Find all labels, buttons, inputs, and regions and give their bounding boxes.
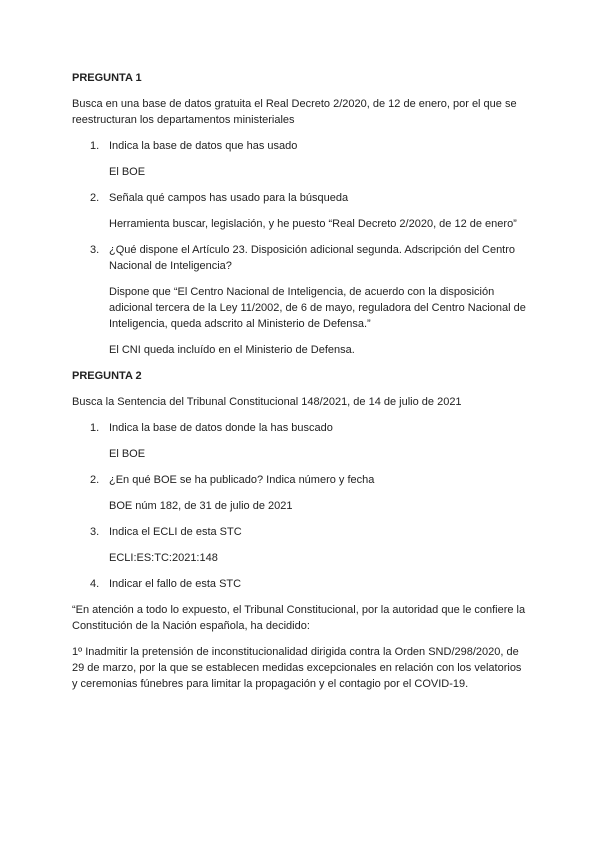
item-number: 3. <box>90 244 100 256</box>
list-item <box>72 576 528 592</box>
item-answer: BOE núm 182, de 31 de julio de 2021 <box>109 500 293 512</box>
item-number: 1. <box>90 422 100 434</box>
item-question: Señala qué campos has usado para la búsqueda <box>109 192 349 204</box>
list-item <box>72 420 528 436</box>
list-item <box>72 524 528 540</box>
item-question: Indica el ECLI de esta STC <box>109 526 242 538</box>
question-1-list <box>72 138 528 358</box>
item-answer: Dispone que “El Centro Nacional de Inteligencia, de acuerdo con la disposición adicional tercera de la Ley 11/2002, de 6 de mayo, reguladora del Centro Nacional de Inteligencia, queda adscrito al Ministerio de Defensa.” <box>109 286 526 330</box>
item-question: Indica la base de datos donde la has buscado <box>109 422 333 434</box>
question-1-intro: Busca en una base de datos gratuita el Real Decreto 2/2020, de 12 de enero, por el que se reestructuran los departamentos ministeriales <box>72 98 517 126</box>
item-answer: El CNI queda incluído en el Ministerio de Defensa. <box>109 344 355 356</box>
ruling-quote-decision: 1º Inadmitir la pretensión de inconstitucionalidad dirigida contra la Orden SND/298/2020, de 29 de marzo, por la que se establecen medidas excepcionales en relación con los velatorios y ceremonias fúnebres para limitar la propagación y el contagio por el COVID-19. <box>72 646 522 690</box>
item-answer: Herramienta buscar, legislación, y he puesto “Real Decreto 2/2020, de 12 de enero” <box>109 218 517 230</box>
list-item <box>72 190 528 206</box>
item-number: 3. <box>90 526 100 538</box>
item-number: 4. <box>90 578 100 590</box>
list-item <box>72 242 528 274</box>
document-page <box>72 70 528 702</box>
question-2-intro: Busca la Sentencia del Tribunal Constitucional 148/2021, de 14 de julio de 2021 <box>72 396 462 408</box>
item-question: ¿Qué dispone el Artículo 23. Disposición adicional segunda. Adscripción del Centro Nacional de Inteligencia? <box>109 244 516 272</box>
list-item <box>72 472 528 488</box>
item-question: Indicar el fallo de esta STC <box>109 578 242 590</box>
question-1-title: PREGUNTA 1 <box>72 72 142 84</box>
question-2-list <box>72 420 528 592</box>
item-number: 2. <box>90 192 100 204</box>
question-2-title: PREGUNTA 2 <box>72 370 142 382</box>
item-number: 1. <box>90 140 100 152</box>
item-answer: El BOE <box>109 166 146 178</box>
item-question: Indica la base de datos que has usado <box>109 140 298 152</box>
item-number: 2. <box>90 474 100 486</box>
ruling-quote-intro: “En atención a todo lo expuesto, el Tribunal Constitucional, por la autoridad que le confiere la Constitución de la Nación española, ha decidido: <box>72 604 526 632</box>
list-item <box>72 138 528 154</box>
item-question: ¿En qué BOE se ha publicado? Indica número y fecha <box>109 474 375 486</box>
item-answer: El BOE <box>109 448 146 460</box>
item-answer: ECLI:ES:TC:2021:148 <box>109 552 218 564</box>
